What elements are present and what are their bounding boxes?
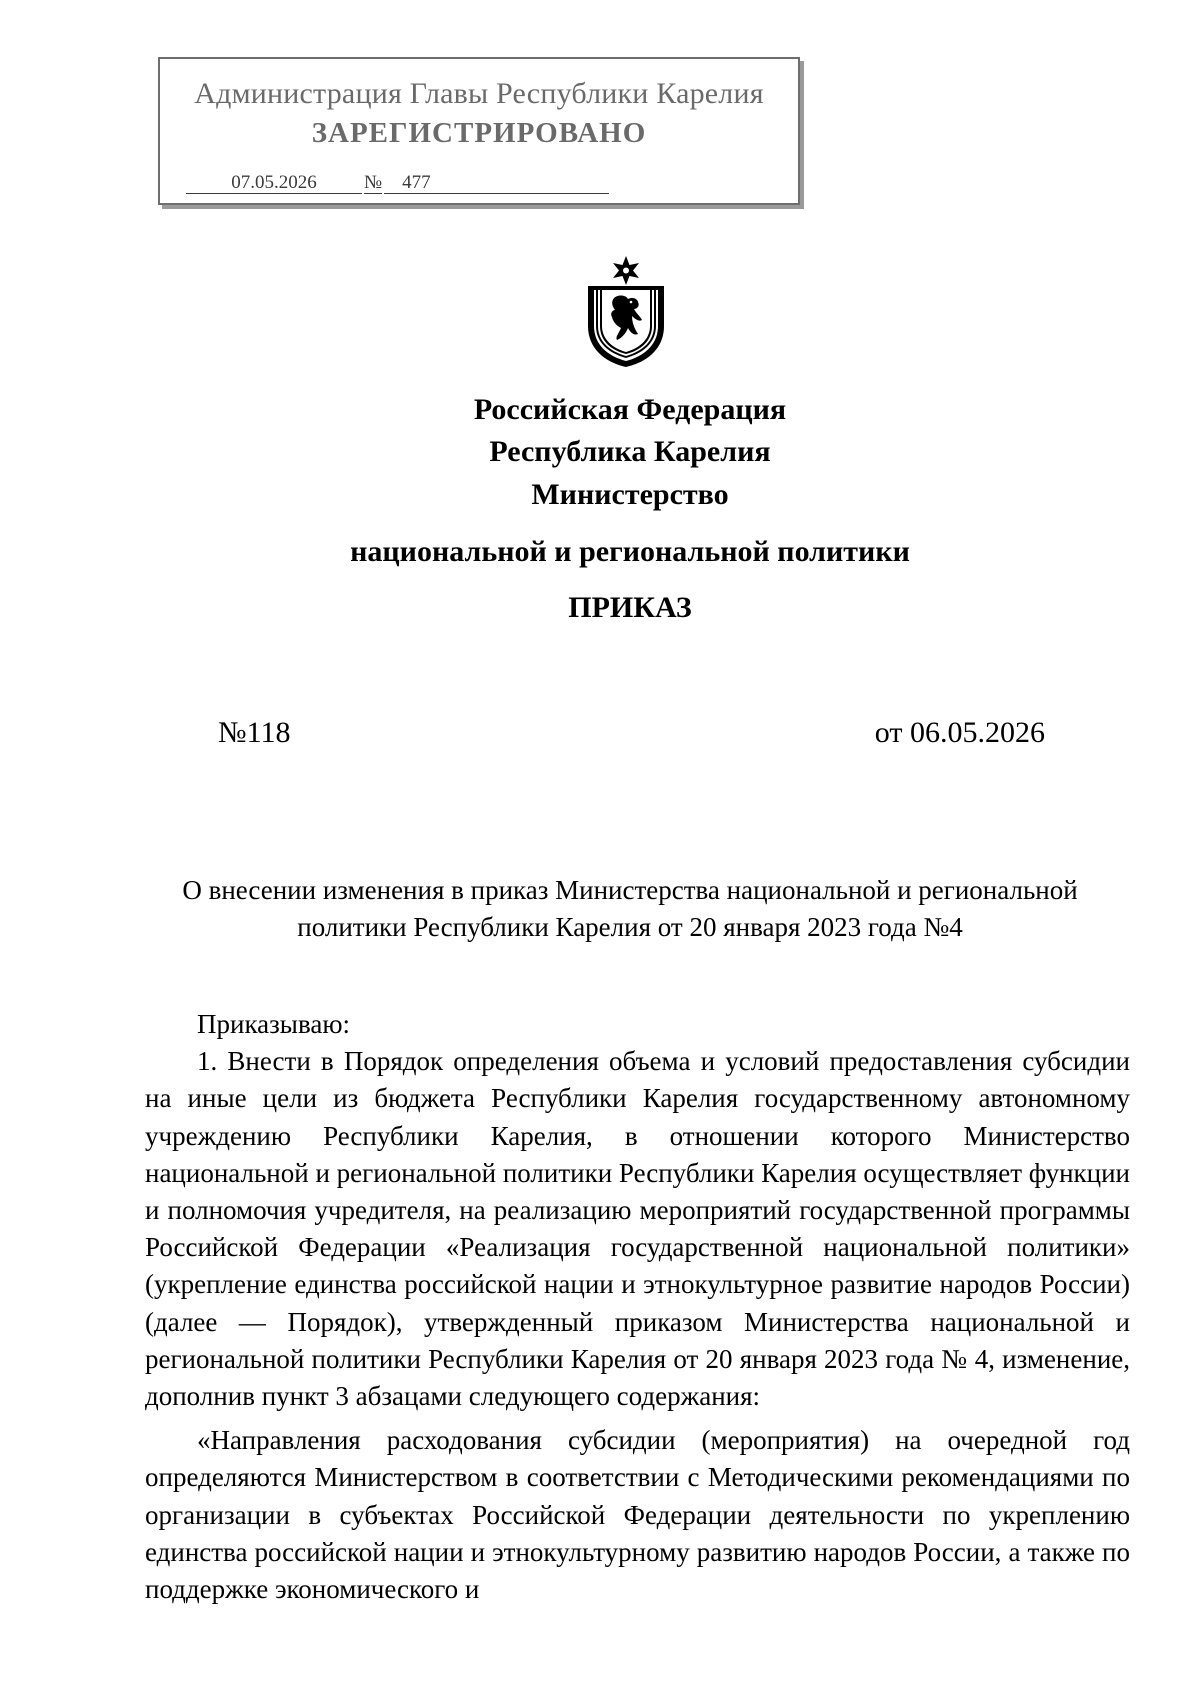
document-body bbox=[145, 1006, 1130, 1608]
registration-stamp bbox=[158, 57, 800, 205]
karelia-coat-of-arms-icon bbox=[582, 256, 670, 368]
document-title: О внесении изменения в приказ Министерства национальной и региональной политики Республики Карелия от 20 января 2023 года №4 bbox=[182, 875, 1078, 942]
stamp-registration-line bbox=[186, 172, 609, 194]
body-paragraph-1: 1. Внести в Порядок определения объема и условий предоставления субсидии на иные цели из бюджета Республики Карелия государственному автономному учреждению Республики Карелия, в отношении которого Министерство национальной и региональной политики Республики Карелия осуществляет функции и полномочия учредителя, на реализацию мероприятий государственной программы Российской Федерации «Реализация государственной национальной политики» (укрепление единства российской нации и этнокультурное развитие народов России) (далее — Порядок), утвержденный приказом Министерства национальной и региональной политики Республики Карелия от 20 января 2023 года № 4, изменение, дополнив пункт 3 абзацами следующего содержания: bbox=[145, 1046, 1130, 1412]
body-intro: Приказываю: bbox=[197, 1009, 350, 1039]
stamp-status: ЗАРЕГИСТРИРОВАНО bbox=[311, 117, 647, 149]
ministry-heading: Министерство bbox=[531, 478, 729, 511]
country-heading: Российская Федерация bbox=[473, 393, 787, 426]
stamp-number-sign: № bbox=[364, 172, 383, 193]
body-paragraph-2: «Направления расходования субсидии (мероприятия) на очередной год определяются Министерством в соответствии с Методическими рекомендациями по организации в субъектах Российской Федерации деятельности по укреплению единства российской нации и этнокультурному развитию народов России, а также по поддержке экономического и bbox=[145, 1425, 1130, 1605]
republic-heading: Республика Карелия bbox=[489, 435, 771, 468]
order-date: от 06.05.2026 bbox=[874, 716, 1045, 749]
ministry-name-heading: национальной и региональной политики bbox=[350, 535, 910, 568]
order-number: №118 bbox=[218, 716, 291, 749]
document-type-heading: ПРИКАЗ bbox=[568, 591, 692, 624]
stamp-organization: Администрация Главы Республики Карелия bbox=[194, 77, 764, 110]
stamp-date: 07.05.2026 bbox=[186, 173, 362, 194]
stamp-number: 477 bbox=[384, 173, 609, 194]
